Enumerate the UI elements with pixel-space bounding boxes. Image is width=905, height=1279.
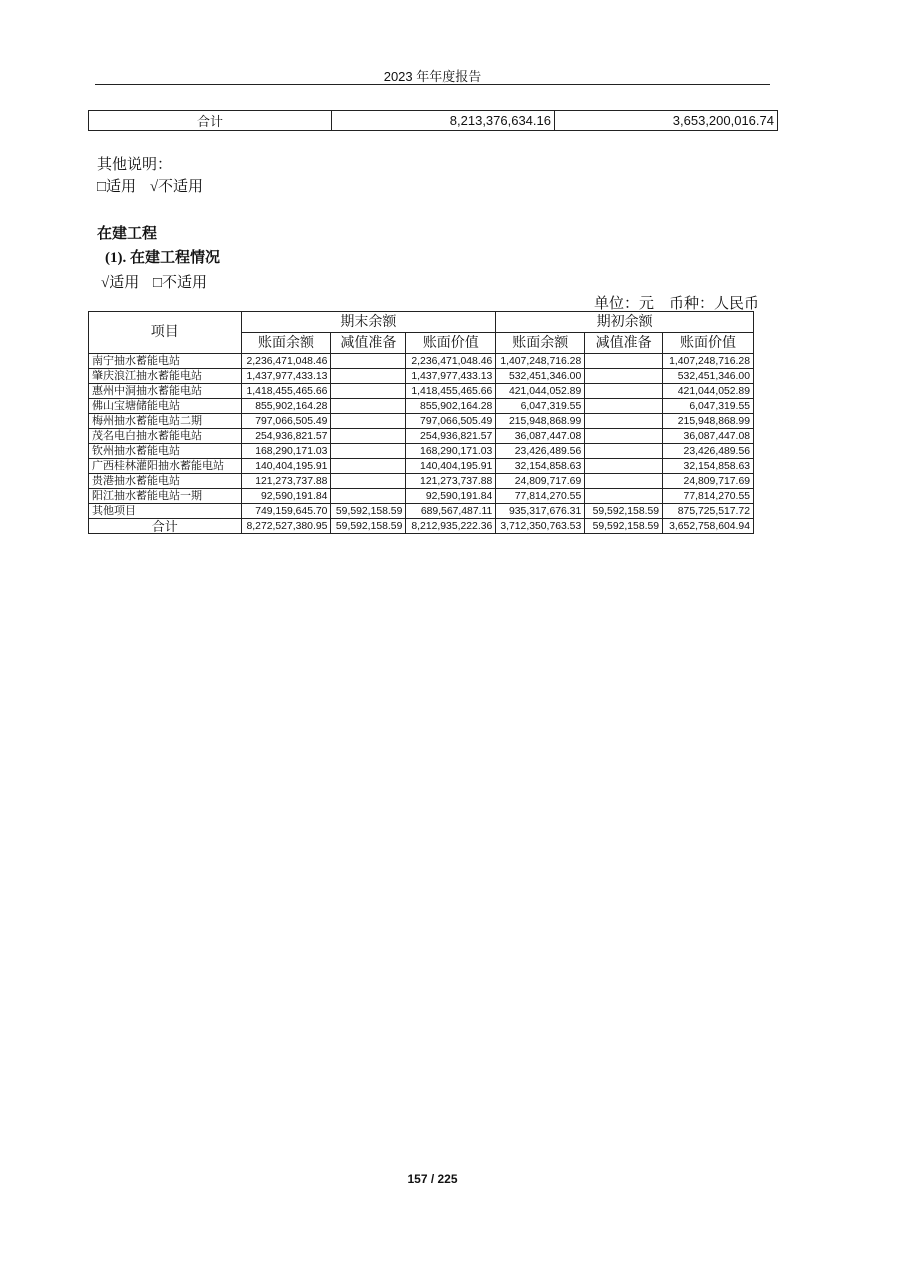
begin-book-balance: 36,087,447.08: [496, 429, 585, 444]
end-book-value: 855,902,164.28: [406, 399, 496, 414]
table-row: [89, 489, 754, 504]
table-header-row: [89, 312, 754, 333]
begin-book-value: 875,725,517.72: [663, 504, 754, 519]
total-label: 合计: [89, 519, 242, 534]
begin-impairment: [585, 414, 663, 429]
table-row: [89, 504, 754, 519]
end-book-balance: 1,418,455,465.66: [241, 384, 331, 399]
end-book-balance: 121,273,737.88: [241, 474, 331, 489]
unit-currency-label: 单位：元 币种：人民币: [594, 296, 760, 312]
table-row: [89, 429, 754, 444]
column-header-book-balance: 账面余额: [496, 333, 585, 354]
end-impairment: [331, 354, 406, 369]
option-applicable: √适用: [101, 275, 140, 291]
begin-book-balance: 532,451,346.00: [496, 369, 585, 384]
section-options: [101, 271, 207, 292]
column-header-book-balance: 账面余额: [241, 333, 331, 354]
end-impairment: 59,592,158.59: [331, 519, 406, 534]
end-book-value: 8,212,935,222.36: [406, 519, 496, 534]
end-book-balance: 140,404,195.91: [241, 459, 331, 474]
begin-book-value: 23,426,489.56: [663, 444, 754, 459]
begin-book-balance: 24,809,717.69: [496, 474, 585, 489]
begin-impairment: [585, 459, 663, 474]
end-book-balance: 8,272,527,380.95: [241, 519, 331, 534]
begin-impairment: 59,592,158.59: [585, 504, 663, 519]
option-not-applicable: √不适用: [149, 179, 204, 195]
column-group-end-balance: 期末余额: [241, 312, 496, 333]
project-name: 钦州抽水蓄能电站: [89, 444, 242, 459]
other-notes-options: [97, 175, 203, 196]
end-impairment: 59,592,158.59: [331, 504, 406, 519]
total-value-prior: 3,653,200,016.74: [555, 111, 778, 131]
begin-book-value: 1,407,248,716.28: [663, 354, 754, 369]
table-row: [89, 384, 754, 399]
table-row: [89, 459, 754, 474]
table-row: [89, 414, 754, 429]
end-book-value: 689,567,487.11: [406, 504, 496, 519]
total-value-current: 8,213,376,634.16: [332, 111, 555, 131]
begin-book-value: 532,451,346.00: [663, 369, 754, 384]
end-book-balance: 1,437,977,433.13: [241, 369, 331, 384]
begin-impairment: [585, 474, 663, 489]
table-row: [89, 111, 778, 131]
table-row: [89, 369, 754, 384]
end-impairment: [331, 384, 406, 399]
section-title: 在建工程: [97, 226, 158, 242]
begin-book-value: 36,087,447.08: [663, 429, 754, 444]
begin-book-balance: 6,047,319.55: [496, 399, 585, 414]
column-group-begin-balance: 期初余额: [496, 312, 754, 333]
begin-impairment: [585, 444, 663, 459]
project-name: 贵港抽水蓄能电站: [89, 474, 242, 489]
table-row: [89, 474, 754, 489]
begin-book-balance: 421,044,052.89: [496, 384, 585, 399]
column-header-item: 项目: [89, 312, 242, 354]
begin-book-balance: 3,712,350,763.53: [496, 519, 585, 534]
begin-book-balance: 1,407,248,716.28: [496, 354, 585, 369]
end-impairment: [331, 459, 406, 474]
end-impairment: [331, 414, 406, 429]
project-name: 广西桂林灌阳抽水蓄能电站: [89, 459, 242, 474]
table-row: [89, 399, 754, 414]
other-notes-title: 其他说明：: [97, 157, 173, 173]
end-book-value: 168,290,171.03: [406, 444, 496, 459]
begin-impairment: [585, 489, 663, 504]
begin-impairment: [585, 429, 663, 444]
end-book-value: 1,437,977,433.13: [406, 369, 496, 384]
begin-book-balance: 935,317,676.31: [496, 504, 585, 519]
end-impairment: [331, 369, 406, 384]
column-header-impairment: 减值准备: [585, 333, 663, 354]
project-name: 其他项目: [89, 504, 242, 519]
end-impairment: [331, 474, 406, 489]
section-subtitle: (1). 在建工程情况: [105, 250, 220, 266]
end-book-balance: 254,936,821.57: [241, 429, 331, 444]
total-label: 合计: [89, 111, 332, 131]
end-book-value: 797,066,505.49: [406, 414, 496, 429]
previous-table-total-row: [88, 110, 778, 131]
end-book-balance: 2,236,471,048.46: [241, 354, 331, 369]
begin-book-balance: 23,426,489.56: [496, 444, 585, 459]
column-header-book-value: 账面价值: [406, 333, 496, 354]
begin-impairment: [585, 399, 663, 414]
project-name: 茂名电白抽水蓄能电站: [89, 429, 242, 444]
begin-book-value: 24,809,717.69: [663, 474, 754, 489]
project-name: 梅州抽水蓄能电站二期: [89, 414, 242, 429]
column-header-book-value: 账面价值: [663, 333, 754, 354]
end-book-value: 2,236,471,048.46: [406, 354, 496, 369]
end-book-value: 1,418,455,465.66: [406, 384, 496, 399]
begin-book-value: 32,154,858.63: [663, 459, 754, 474]
begin-book-value: 3,652,758,604.94: [663, 519, 754, 534]
table-row: [89, 444, 754, 459]
begin-book-value: 215,948,868.99: [663, 414, 754, 429]
end-book-value: 140,404,195.91: [406, 459, 496, 474]
option-applicable: □适用: [97, 179, 137, 195]
project-name: 南宁抽水蓄能电站: [89, 354, 242, 369]
report-header-title: 2023 年年度报告: [383, 69, 482, 84]
project-name: 惠州中洞抽水蓄能电站: [89, 384, 242, 399]
begin-book-balance: 32,154,858.63: [496, 459, 585, 474]
option-not-applicable: □不适用: [152, 275, 208, 291]
table-row: [89, 354, 754, 369]
begin-book-balance: 215,948,868.99: [496, 414, 585, 429]
project-name: 佛山宝塘储能电站: [89, 399, 242, 414]
end-book-balance: 797,066,505.49: [241, 414, 331, 429]
end-book-balance: 168,290,171.03: [241, 444, 331, 459]
begin-impairment: [585, 354, 663, 369]
construction-in-progress-table: [88, 311, 754, 534]
end-book-value: 92,590,191.84: [406, 489, 496, 504]
column-header-impairment: 减值准备: [331, 333, 406, 354]
end-impairment: [331, 429, 406, 444]
end-impairment: [331, 399, 406, 414]
project-name: 阳江抽水蓄能电站一期: [89, 489, 242, 504]
end-book-balance: 92,590,191.84: [241, 489, 331, 504]
begin-impairment: 59,592,158.59: [585, 519, 663, 534]
begin-book-value: 6,047,319.55: [663, 399, 754, 414]
begin-impairment: [585, 369, 663, 384]
end-impairment: [331, 444, 406, 459]
header-divider: [95, 84, 770, 85]
begin-book-balance: 77,814,270.55: [496, 489, 585, 504]
end-book-value: 254,936,821.57: [406, 429, 496, 444]
begin-book-value: 421,044,052.89: [663, 384, 754, 399]
end-book-balance: 855,902,164.28: [241, 399, 331, 414]
end-book-balance: 749,159,645.70: [241, 504, 331, 519]
table-total-row: [89, 519, 754, 534]
begin-book-value: 77,814,270.55: [663, 489, 754, 504]
begin-impairment: [585, 384, 663, 399]
page-number: 157 / 225: [407, 1172, 458, 1186]
end-book-value: 121,273,737.88: [406, 474, 496, 489]
end-impairment: [331, 489, 406, 504]
project-name: 肇庆浪江抽水蓄能电站: [89, 369, 242, 384]
